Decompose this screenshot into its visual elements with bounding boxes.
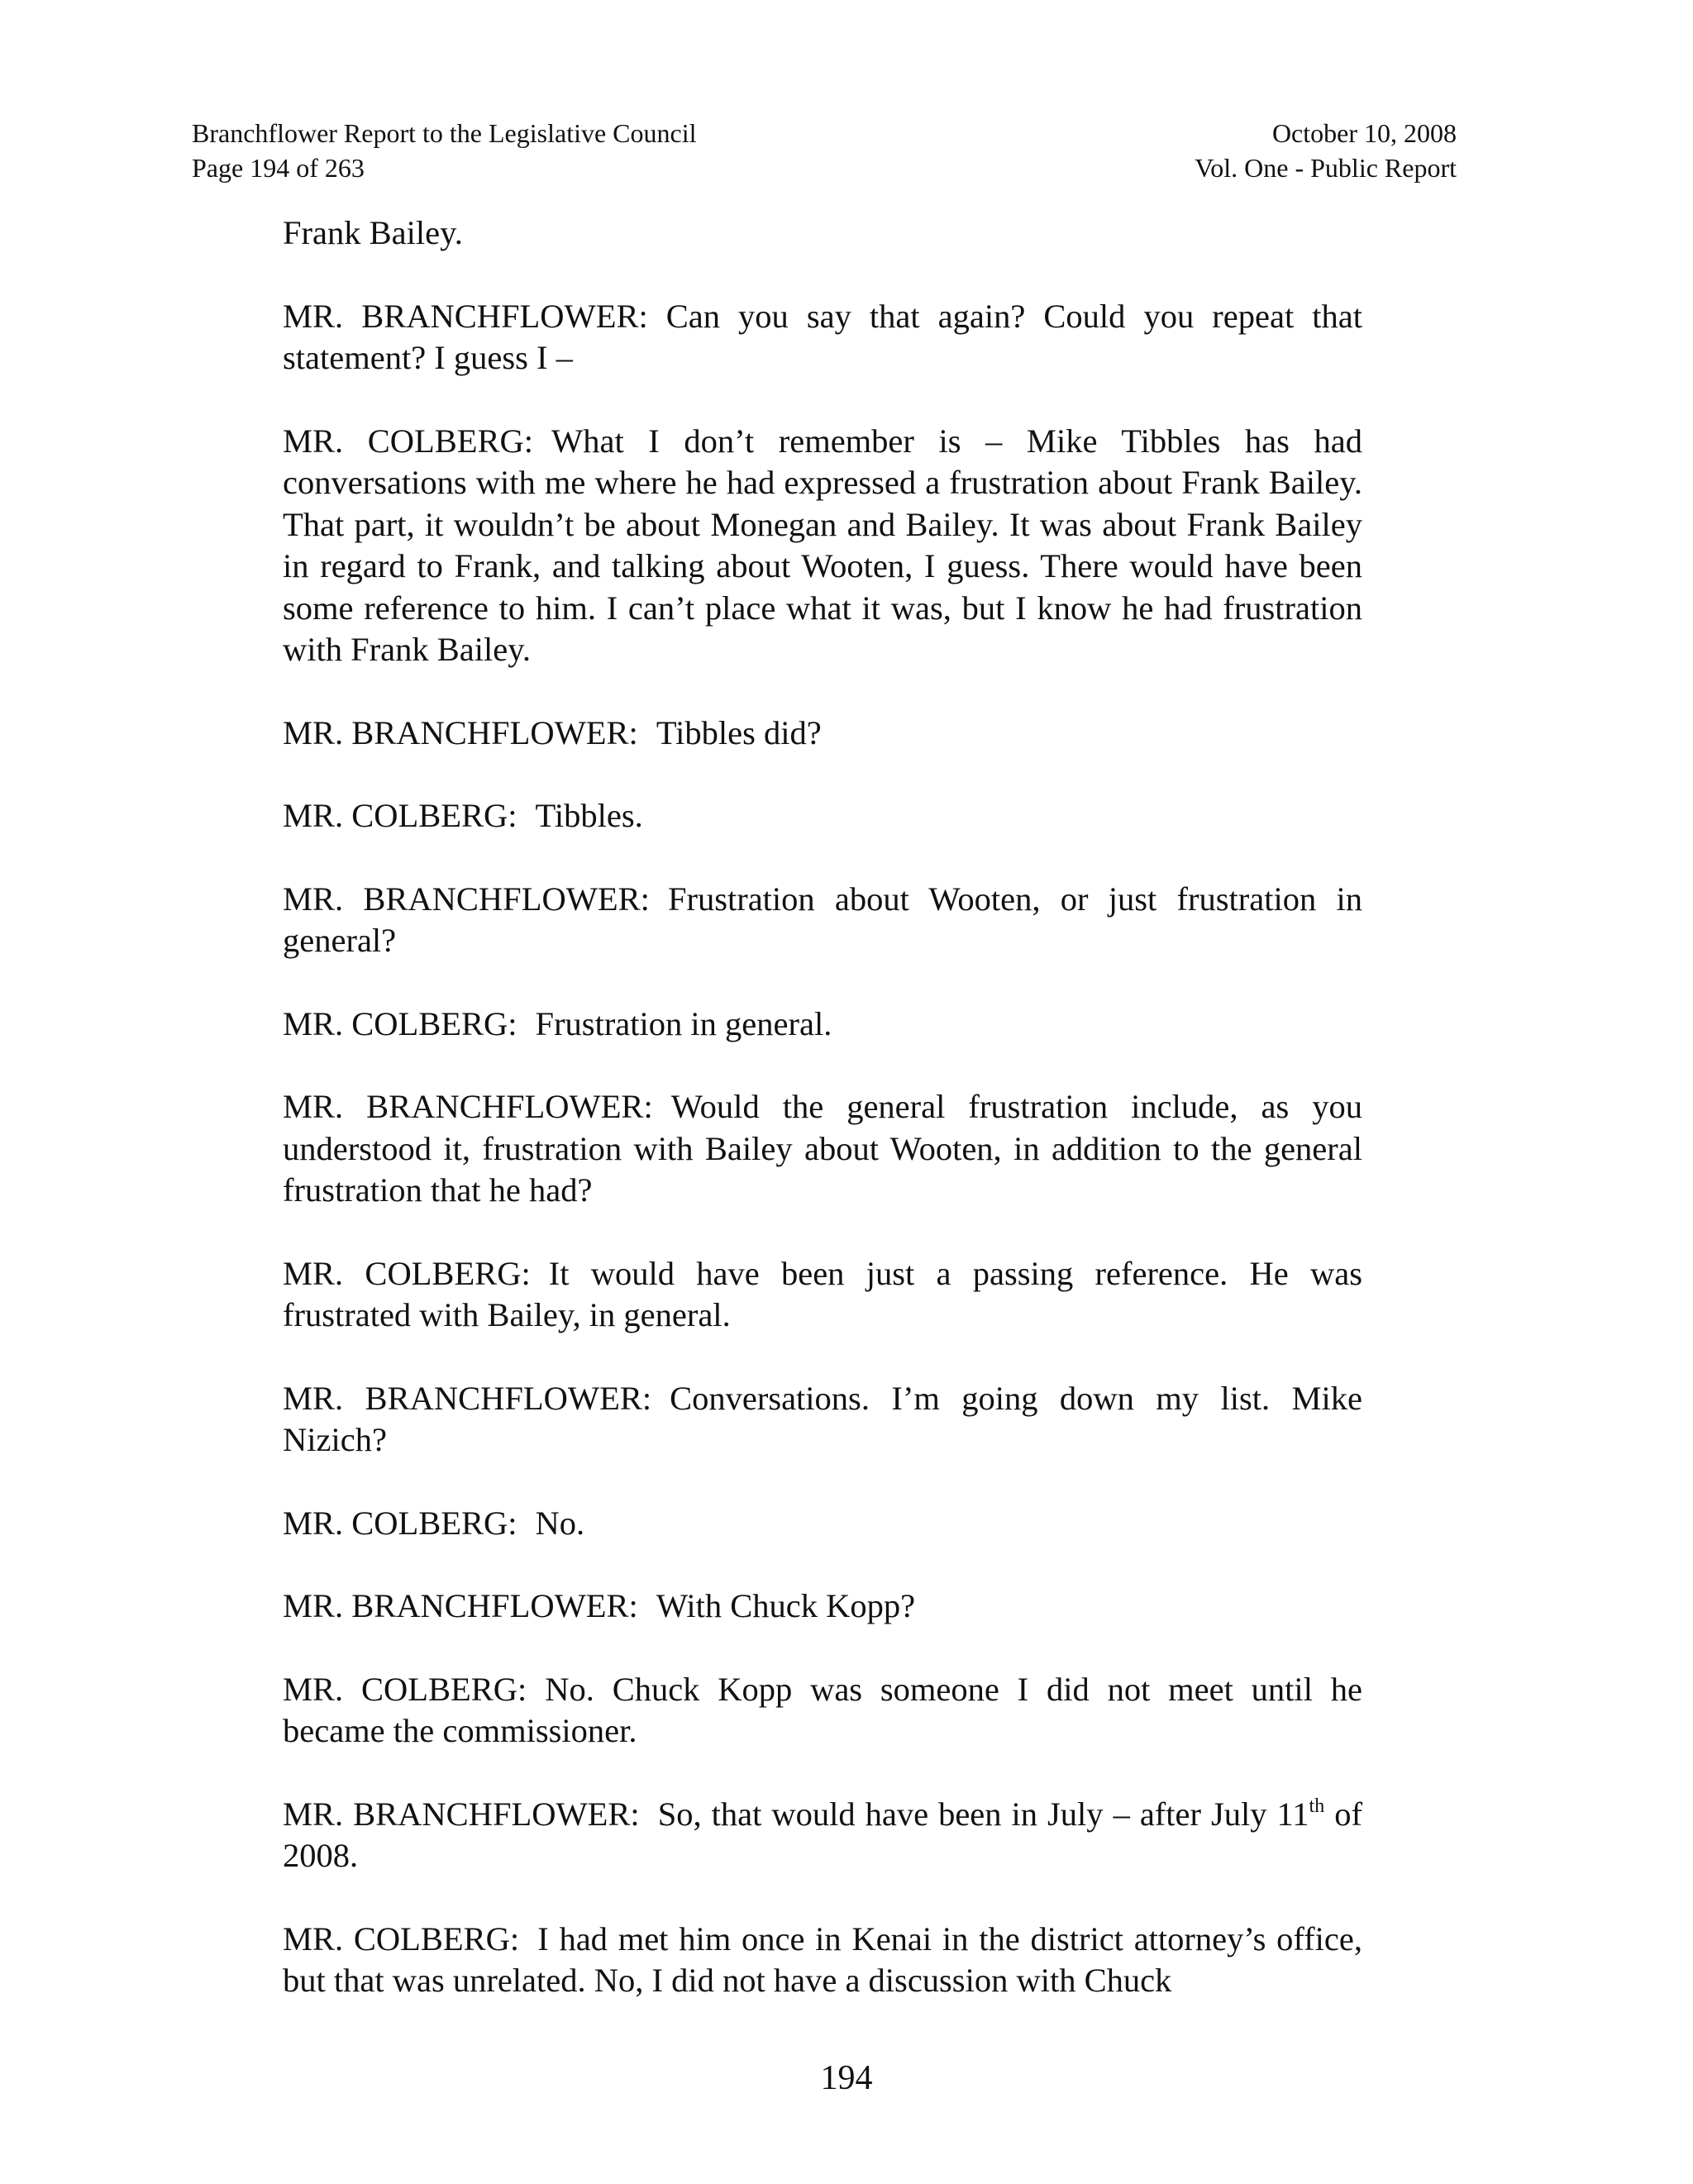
speaker-label: MR. COLBERG: (283, 1670, 527, 1708)
transcript-exchange (283, 1669, 1362, 1752)
speech-text: With Chuck Kopp? (656, 1587, 916, 1624)
speech-text: Frustration about Wooten, or just frustration in general? (283, 880, 1362, 959)
speaker-label: MR. BRANCHFLOWER: (283, 880, 650, 918)
speech-text: Tibbles. (535, 797, 643, 834)
speech-text: It would have been just a passing reference. He was frustrated with Bailey, in general. (283, 1254, 1362, 1333)
transcript-exchange (283, 1919, 1362, 2002)
speech-text-part-1: So, that would have been in July – after July 11 (657, 1795, 1309, 1833)
speaker-label: MR. COLBERG: (283, 1504, 517, 1542)
speaker-label: MR. COLBERG: (283, 797, 517, 834)
header-left (192, 116, 697, 185)
speech-text: I had met him once in Kenai in the district attorney’s office, but that was unrelated. No, I did not have a discussion with Chuck (283, 1919, 1362, 1999)
speech-text: Conversations. I’m going down my list. Mike Nizich? (283, 1379, 1362, 1458)
volume-label: Vol. One - Public Report (1195, 153, 1457, 183)
speaker-label: MR. BRANCHFLOWER: (283, 713, 638, 751)
transcript-exchange (283, 795, 1362, 837)
speech-text: No. (535, 1504, 585, 1542)
page-label: Page 194 of 263 (192, 153, 365, 183)
header-right (1195, 116, 1457, 185)
speaker-label: MR. BRANCHFLOWER: (283, 1587, 638, 1624)
speech-text: What I don’t remember is – Mike Tibbles has had conversations with me where he had expressed a frustration about Frank Bailey. That part, it wouldn’t be about Monegan and Bailey. It was about Frank Bailey in regard to Frank, and talking about Wooten, I guess. There would have been some reference to him. I can’t place what it was, but I know he had frustration with Frank Bailey. (283, 422, 1362, 668)
transcript-exchange (283, 713, 1362, 755)
speaker-label: MR. COLBERG: (283, 1919, 520, 1957)
transcript-exchange (283, 1253, 1362, 1337)
speaker-label: MR. COLBERG: (283, 1254, 531, 1292)
ordinal-superscript: th (1309, 1795, 1325, 1817)
transcript-exchange (283, 1586, 1362, 1628)
speaker-label: MR. COLBERG: (283, 422, 534, 460)
transcript-exchange (283, 1086, 1362, 1212)
speaker-label: MR. BRANCHFLOWER: (283, 1795, 640, 1833)
opening-fragment: Frank Bailey. (283, 214, 463, 251)
speech-text-part-2: of 2008. (283, 1795, 1362, 1874)
transcript-body (283, 212, 1362, 2043)
speech-text: Can you say that again? Could you repeat that statement? I guess I – (283, 297, 1362, 376)
report-date: October 10, 2008 (1271, 118, 1457, 148)
transcript-exchange (283, 1378, 1362, 1462)
report-title: Branchflower Report to the Legislative Council (192, 118, 697, 148)
transcript-exchange (283, 1794, 1362, 1877)
transcript-exchange (283, 1503, 1362, 1545)
speech-text: Would the general frustration include, as you understood it, frustration with Bailey about Wooten, in addition to the general frustration that he had? (283, 1088, 1362, 1209)
speaker-label: MR. COLBERG: (283, 1004, 517, 1042)
page-number: 194 (820, 2059, 873, 2097)
speaker-label: MR. BRANCHFLOWER: (283, 297, 648, 335)
transcript-exchange (283, 1004, 1362, 1046)
speech-text: Frustration in general. (535, 1004, 832, 1042)
speech-text: No. Chuck Kopp was someone I did not meet until he became the commissioner. (283, 1670, 1362, 1749)
speaker-label: MR. BRANCHFLOWER: (283, 1088, 653, 1125)
speaker-label: MR. BRANCHFLOWER: (283, 1379, 652, 1417)
transcript-exchange (283, 879, 1362, 962)
transcript-exchange (283, 421, 1362, 671)
transcript-exchange (283, 296, 1362, 379)
speech-text: Tibbles did? (656, 713, 822, 751)
